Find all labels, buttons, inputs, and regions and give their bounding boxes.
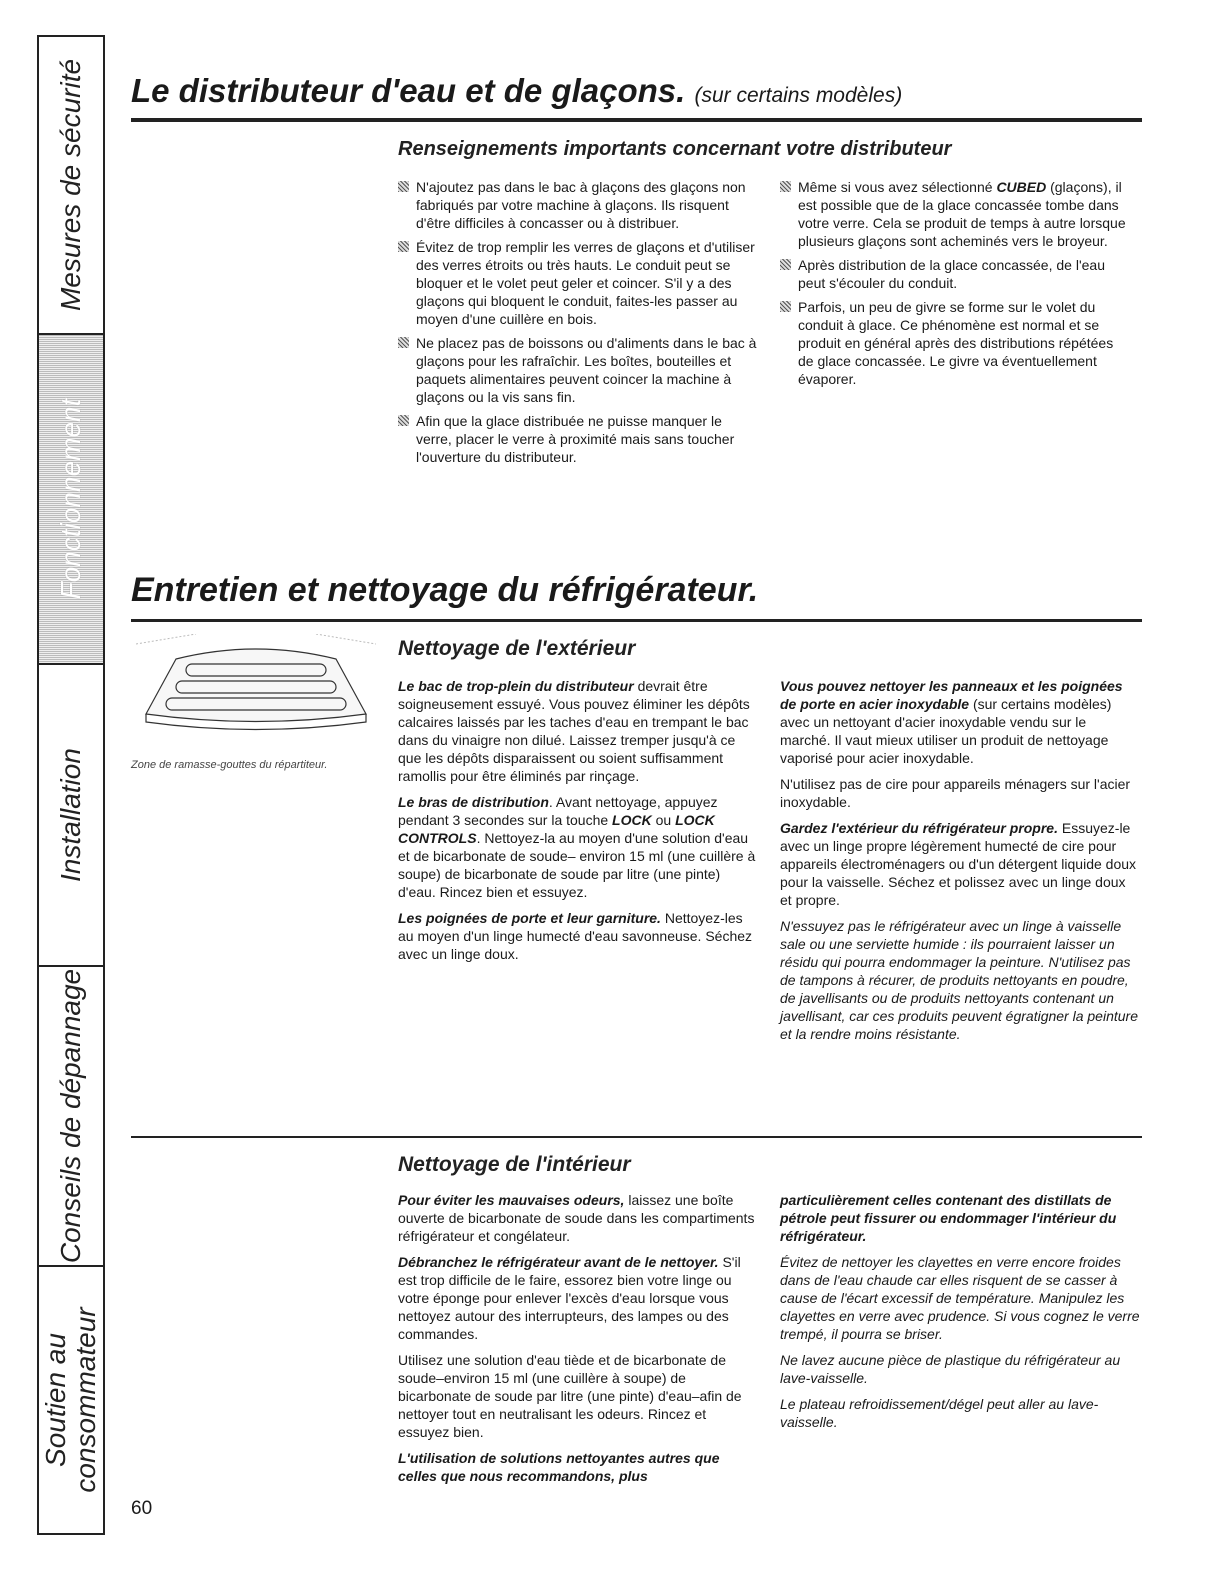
drip-tray-illustration (136, 634, 376, 744)
list-item: Afin que la glace distribuée ne puisse manquer le verre, placer le verre à proximité mais sans toucher l'ouverture du distributeur. (398, 412, 758, 466)
exterior-right-column (780, 677, 1140, 1051)
tab-operation-label: Fonctionnement (55, 398, 86, 600)
bullet-icon (780, 259, 791, 270)
paragraph: Le bac de trop-plein du distributeur devrait être soigneusement essuyé. Vous pouvez éliminer les dépôts calcaires laissés par les taches d'eau en trempant le bac dans du vinaigre non dilué. Laissez tremper jusqu'à ce que les dépôts disparaissent ou soient suffisamment ramollis pour être éliminés par rinçage. (398, 678, 750, 784)
list-item: Même si vous avez sélectionné CUBED (glaçons), il est possible que de la glace concassée tombe dans votre verre. Cela se produit de temps à autre lorsque plusieurs glaçons sont acheminés vers le broyeur. (780, 178, 1130, 250)
tab-consumer-support-label: Soutien au consommateur (40, 1307, 101, 1493)
tab-safety-label: Mesures de sécurité (55, 58, 86, 312)
tab-safety[interactable] (39, 37, 103, 335)
bullet-icon (780, 301, 791, 312)
list-item: Évitez de trop remplir les verres de glaçons et d'utiliser des verres étroits ou très hauts. Le conduit peut se bloquer et le volet peut geler et coincer. S'il y a des glaçons qui bloquent le conduit, faites-les passer au moyen d'une cuillère en bois. (398, 238, 758, 328)
drip-tray-caption: Zone de ramasse-gouttes du répartiteur. (131, 759, 328, 771)
paragraph: Le bras de distribution. Avant nettoyage, appuyez pendant 3 secondes sur la touche LOCK ou LOCK CONTROLS. Nettoyez-la au moyen d'une solution d'eau et de bicarbonate de soude– environ 15 ml (une cuillère à soupe) de bicarbonate de soude par litre (une pinte) d'eau. Rincez bien et essuyez. (398, 794, 756, 900)
page-number: 60 (131, 1498, 153, 1519)
list-item: Parfois, un peu de givre se forme sur le volet du conduit à glace. Ce phénomène est normal et se produit en général après des distributions répétées de glace concassée. Le givre va éventuellement évaporer. (780, 298, 1130, 388)
paragraph: Utilisez une solution d'eau tiède et de bicarbonate de soude–environ 15 ml (une cuillère à soupe) de bicarbonate de soude par litre (une pinte) d'eau–afin de nettoyer tout en neutralisant les odeurs. Rincez et essuyez bien. (398, 1352, 742, 1440)
paragraph: N'essuyez pas le réfrigérateur avec un linge à vaisselle sale ou une serviette humide : ils pourraient laisser un résidu qui pourra endommager la peinture. N'utilisez pas de tampons à récurer, de produits nettoyants en poudre, de javellisants ou de produits nettoyants contenant un javellisant, car ces produits peuvent égratigner la peinture et la rendre moins résistante. (780, 918, 1138, 1042)
bullet-icon (398, 181, 409, 192)
dispenser-subtitle: (sur certains modèles) (694, 84, 903, 107)
section-divider (131, 1136, 1142, 1138)
paragraph: Gardez l'extérieur du réfrigérateur propre. Essuyez-le avec un linge propre légèrement humecté de cire pour appareils électroménagers ou d'un détergent liquide doux pour la vaisselle. Séchez et polissez avec un linge doux et propre. (780, 820, 1137, 908)
list-item: Ne placez pas de boissons ou d'aliments dans le bac à glaçons pour les rafraîchir. Les boîtes, bouteilles et paquets alimentaires peuvent coincer la machine à glaçons ou la vis sans fin. (398, 334, 758, 406)
tab-consumer-support[interactable] (39, 1267, 103, 1533)
section-tabs (37, 35, 105, 1535)
paragraph: particulièrement celles contenant des distillats de pétrole peut fissurer ou endommager l'intérieur du réfrigérateur. (780, 1192, 1117, 1244)
title-rule (131, 118, 1142, 122)
bullet-icon (398, 337, 409, 348)
list-item: Après distribution de la glace concassée, de l'eau peut s'écouler du conduit. (780, 256, 1130, 292)
paragraph: Évitez de nettoyer les clayettes en verre encore froides dans de l'eau chaude car elles risquent de se casser à cause de l'écart excessif de température. Manipulez les clayettes en verre avec prudence. Si vous cognez le verre trempé, il pourra se briser. (780, 1254, 1140, 1342)
tab-installation[interactable] (39, 665, 103, 967)
tab-troubleshooting[interactable] (39, 967, 103, 1267)
care-title-rule (131, 619, 1142, 622)
exterior-left-column (398, 677, 760, 971)
dispenser-heading: Renseignements importants concernant votre distributeur (398, 138, 952, 160)
dispenser-right-column (780, 178, 1130, 394)
paragraph: Pour éviter les mauvaises odeurs, laissez une boîte ouverte de bicarbonate de soude dans les compartiments réfrigérateur et congélateur. (398, 1192, 755, 1244)
dispenser-title: Le distributeur d'eau et de glaçons. (sur certains modèles) (131, 72, 903, 109)
tab-operation[interactable] (39, 335, 103, 665)
bullet-icon (398, 415, 409, 426)
exterior-heading: Nettoyage de l'extérieur (398, 637, 636, 660)
paragraph: N'utilisez pas de cire pour appareils ménagers sur l'acier inoxydable. (780, 776, 1131, 810)
bullet-icon (780, 181, 791, 192)
list-item: N'ajoutez pas dans le bac à glaçons des glaçons non fabriqués par votre machine à glaçons. Ils risquent d'être difficiles à concasser ou à distribuer. (398, 178, 758, 232)
interior-left-column (398, 1191, 760, 1493)
tab-troubleshooting-label: Conseils de dépannage (55, 968, 86, 1264)
paragraph: L'utilisation de solutions nettoyantes autres que celles que nous recommandons, plus (398, 1450, 720, 1484)
interior-heading: Nettoyage de l'intérieur (398, 1153, 631, 1176)
paragraph: Ne lavez aucune pièce de plastique du réfrigérateur au lave-vaisselle. (780, 1352, 1121, 1386)
paragraph: Les poignées de porte et leur garniture. Nettoyez-les au moyen d'un linge humecté d'eau savonneuse. Séchez avec un linge doux. (398, 910, 753, 962)
tab-installation-label: Installation (55, 748, 86, 882)
paragraph: Débranchez le réfrigérateur avant de le nettoyer. S'il est trop difficile de le faire, essorez bien votre linge ou votre éponge pour enlever l'excès d'eau lorsque vous nettoyez autour des interrupteurs, des lampes ou des commandes. (398, 1254, 741, 1342)
bullet-icon (398, 241, 409, 252)
dispenser-left-column (398, 178, 758, 472)
paragraph: Vous pouvez nettoyer les panneaux et les poignées de porte en acier inoxydable (sur certains modèles) avec un nettoyant d'acier inoxydable vendu sur le marché. Il vaut mieux utiliser un produit de nettoyage vaporisé pour acier inoxydable. (780, 678, 1123, 766)
care-title: Entretien et nettoyage du réfrigérateur. (131, 571, 759, 609)
interior-right-column (780, 1191, 1140, 1439)
paragraph: Le plateau refroidissement/dégel peut aller au lave-vaisselle. (780, 1396, 1099, 1430)
